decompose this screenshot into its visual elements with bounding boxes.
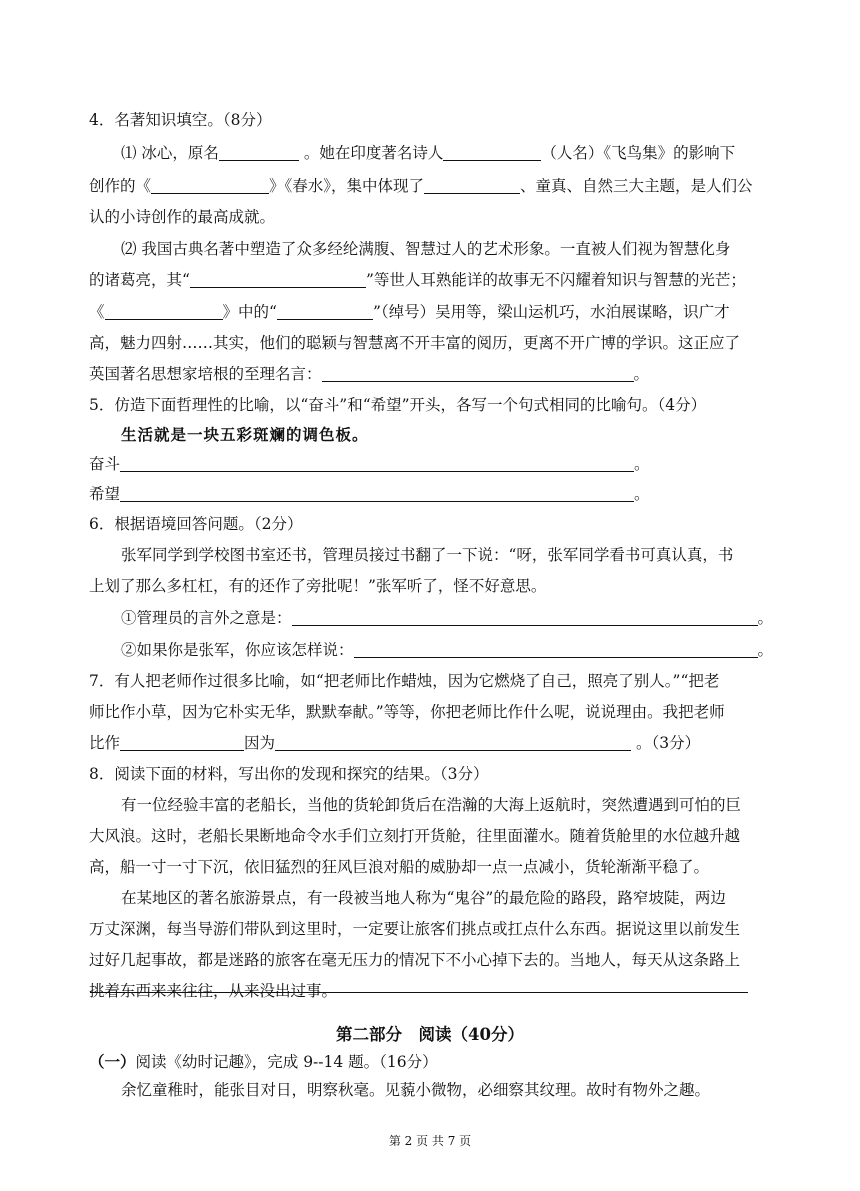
q8-material2-line4: 挑着东西来来往往，从来没出过事。 <box>89 982 338 1000</box>
q8-material1-line3: 高，船一寸一寸下沉，依旧猛烈的狂风巨浪对船的威胁却一点一点减小，货轮渐渐平稳了。 <box>89 858 710 876</box>
q8-heading: 8．阅读下面的材料，写出你的发现和探究的结果。（3分） <box>89 765 489 783</box>
answer-blank[interactable] <box>151 177 269 194</box>
q4-text: ”（绰号）吴用等，梁山运机巧，水泊展谋略，识广才 <box>372 303 730 321</box>
answer-blank[interactable] <box>120 485 634 502</box>
answer-blank[interactable] <box>120 455 634 472</box>
part2-section1-heading <box>89 1052 438 1072</box>
q4-p2-line4: 高，魅力四射……其实，他们的聪颖与智慧离不开丰富的阅历，更离不开广博的学识。这正应了 <box>89 334 741 352</box>
q6-sub2 <box>121 640 773 660</box>
page-footer: 第 2 页 共 7 页 <box>388 1134 472 1148</box>
q8-material2-line1: 在某地区的著名旅游景点，有一段被当地人称为“鬼谷”的最危险的路段，路窄坡陡，两边 <box>121 889 726 907</box>
q4-text: 、童真、自然三大主题，是人们公 <box>520 177 753 195</box>
q5-end: 。 <box>634 485 650 503</box>
q6-sub1 <box>121 608 773 628</box>
part2-title: 第二部分 阅读（40分） <box>336 1025 524 1044</box>
answer-blank[interactable] <box>275 734 631 751</box>
answer-blank[interactable] <box>120 734 244 751</box>
q8-material1-line2: 大风浪。这时，老船长果断地命令水手们立刻打开货舱，往里面灌水。随着货舱里的水位越升越 <box>89 827 741 845</box>
q5-heading: 5．仿造下面哲理性的比喻，以“奋斗”和“希望”开头，各写一个句式相同的比喻句。（4分） <box>89 396 707 414</box>
answer-blank[interactable] <box>219 144 299 161</box>
q4-p1-line3: 认的小诗创作的最高成就。 <box>89 208 276 226</box>
q7-text: 。（3分） <box>631 734 701 752</box>
answer-blank[interactable] <box>105 303 223 320</box>
q5-label: 希望 <box>89 485 121 503</box>
q5-answer-line2 <box>89 484 650 504</box>
q4-text: 的诸葛亮，其“ <box>89 271 190 289</box>
q7-text: 因为 <box>244 734 276 752</box>
q4-p2-line5 <box>89 364 649 384</box>
answer-rule <box>90 992 748 993</box>
q8-material2-line2: 万丈深渊，每当导游们带队到这里时，一定要让旅客们挑点或扛点什么东西。据说这里以前发生 <box>89 920 741 938</box>
q8-material1-line1: 有一位经验丰富的老船长，当他的货轮卸货后在浩瀚的大海上返航时，突然遭遇到可怕的巨 <box>121 796 742 814</box>
q6-text-line1: 张军同学到学校图书室还书，管理员接过书翻了一下说：“呀，张军同学看书可真认真，书 <box>121 546 734 564</box>
section-label: （一） <box>89 1052 136 1071</box>
q7-line1: 7．有人把老师作过很多比喻，如“把老师比作蜡烛，因为它燃烧了自己，照亮了别人。”“把老 <box>89 672 720 690</box>
q6-sub2-label: ②如果你是张军，你应该怎样说： <box>121 641 354 659</box>
q4-text: 创作的《 <box>89 177 152 195</box>
q4-text: 》《春水》，集中体现了 <box>269 177 425 195</box>
q7-line3 <box>89 733 700 753</box>
q4-heading: 4．名著知识填空。（8分） <box>89 111 272 129</box>
q4-p2-line3 <box>89 302 730 322</box>
q6-text-line2: 上划了那么多杠杠，有的还作了旁批呢！”张军听了，怪不好意思。 <box>89 577 547 595</box>
q4-text: 》中的“ <box>222 303 277 321</box>
q7-text: 比作 <box>89 734 121 752</box>
q4-text: 英国著名思想家培根的至理名言： <box>89 365 322 383</box>
answer-blank[interactable] <box>443 144 541 161</box>
answer-blank[interactable] <box>424 177 520 194</box>
q4-p2-line1: ⑵ 我国古典名著中塑造了众多经纶满腹、智慧过人的艺术形象。一直被人们视为智慧化身 <box>121 240 731 258</box>
q8-material2-line3: 过好几起事故，都是迷路的旅客在毫无压力的情况下不小心掉下去的。当地人，每天从这条路上 <box>89 951 741 969</box>
q4-text: ⑴ 冰心，原名 <box>121 144 219 162</box>
q6-sub1-label: ①管理员的言外之意是： <box>121 609 292 627</box>
q6-heading: 6．根据语境回答问题。（2分） <box>89 515 303 533</box>
q4-text: 《 <box>89 303 105 321</box>
q4-p2-line2 <box>89 270 746 290</box>
section-text: 阅读《幼时记趣》，完成 9--14 题。（16分） <box>135 1053 438 1071</box>
q4-p1-line2 <box>89 176 753 196</box>
q4-text: ”等世人耳熟能详的故事无不闪耀着知识与智慧的光芒； <box>365 271 746 289</box>
q4-text: （人名）《飞鸟集》的影响下 <box>541 144 736 162</box>
answer-blank[interactable] <box>322 365 634 382</box>
answer-blank[interactable] <box>354 641 758 658</box>
answer-blank[interactable] <box>277 303 373 320</box>
q5-answer-line1 <box>89 454 650 474</box>
q5-example: 生活就是一块五彩斑斓的调色板。 <box>121 425 369 444</box>
q5-label: 奋斗 <box>89 455 121 473</box>
answer-blank[interactable] <box>292 609 758 626</box>
q4-text: 。 <box>633 365 650 383</box>
q5-end: 。 <box>634 455 650 473</box>
q6-end: 。 <box>757 641 774 659</box>
answer-blank[interactable] <box>190 271 366 288</box>
part2-section1-line: 余忆童稚时，能张目对日，明察秋毫。见藐小微物，必细察其纹理。故时有物外之趣。 <box>121 1081 711 1099</box>
q6-end: 。 <box>757 609 774 627</box>
q7-line2: 师比作小草，因为它朴实无华，默默奉献。”等等，你把老师比作什么呢，说说理由。我把老师 <box>89 703 725 721</box>
q4-text: 。她在印度著名诗人 <box>298 144 444 162</box>
q4-p1-line1 <box>121 143 735 163</box>
